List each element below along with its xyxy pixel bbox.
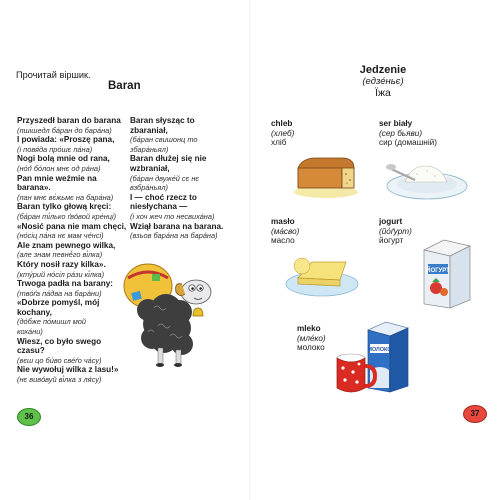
page-number-right: 37 [463,405,487,423]
poem-line-polish: Wiesz, co było swego [17,336,102,346]
yogurt-pack-label: ЙОГУРТ [426,268,450,274]
vocab-item-butter [271,217,299,246]
section-title [348,64,418,99]
poem-line-polish: Nogi bolą mnie od rana, [17,154,110,164]
vocab-item-bread [271,119,294,148]
poem-line-transliteration: (вєш цо би́во све́ґо ча́су) [17,355,102,365]
poem-line-polish: Wziął barana na barana. [130,221,224,231]
instruction-text: Прочитай віршик. [16,70,91,80]
vocab-translation: йогурт [379,236,404,245]
vocab-item-yogurt [379,217,412,246]
poem-line-polish: Pan mnie weźmie na [17,173,97,183]
poem-line-polish: Baran tylko głową kręci: [17,202,112,212]
poem-line-polish: Baran słysząc to [130,116,195,125]
vocab-transliteration: (ма́сво) [271,226,300,236]
poem-line-polish: barana». [17,183,51,193]
section-title-polish: Jedzenie [359,64,407,76]
poem-line-transliteration: (але знам певнé́го ві́лка) [17,250,103,260]
ram-illustration [118,248,228,372]
poem-line-transliteration: (но́сіц па́на нє мам че́нсі) [17,231,104,241]
milk-pack-label: МОЛОКО [367,347,392,353]
poem-line-transliteration: збара́ньял) [130,144,169,154]
poem-line-polish: Przyszedł baran do barana [17,116,121,125]
poem-line-transliteration: (ба́ран ті́лько ґвóвой кре́нці) [17,211,117,221]
poem-line-transliteration: (но́ґі бо́лон мнє од ра́на) [17,163,101,173]
poem-line-transliteration: (нє вивóвуй ві́лка з ля́су) [17,375,102,385]
poem-line-polish: I powiada: «Proszę pana, [17,135,115,145]
page-gutter [249,0,251,500]
poem-line-transliteration: (до́бже по́мишл мой [17,317,86,327]
poem-line-polish: Ale znam pewnego wilka, [17,240,116,250]
vocab-item-cheese [379,119,437,148]
vocab-word: chleb [271,119,293,128]
poem-line-polish: Nie wywołuj wilka z lasu!» [17,365,119,375]
poem-line-polish: niesłychana — [130,202,188,212]
poem-line-transliteration: коха́ни) [17,327,43,337]
poem-line-transliteration: (ба́ран свишонц то [130,135,198,145]
vocab-transliteration: (сер бьяви) [379,128,423,138]
vocab-word: masło [271,217,295,226]
vocab-word: jogurt [379,217,403,226]
section-title-ukrainian: Їжа [375,87,391,99]
poem-title: Baran [108,80,141,92]
poem-line-polish: «Dobrze pomyśl, mój [17,298,100,308]
vocab-transliteration: (йо́ґурт) [379,226,412,236]
cheese-illustration [385,146,469,202]
vocab-translation: хліб [271,138,287,147]
section-title-transliteration: (едзе́ньє) [362,76,404,87]
poem-line-polish: Trwoga padła na barany: [17,279,113,289]
poem-line-transliteration: (ба́ран двуже́й сє нє [130,173,200,183]
poem-line-polish: czasu? [17,346,45,356]
page-number-left: 36 [17,408,41,426]
vocab-transliteration: (хлеб) [271,128,295,138]
vocab-word: ser biały [379,119,413,128]
poem-line-polish: I — choć rzecz to [130,192,197,202]
poem-line-polish: Baran dłużej się nie [130,154,207,164]
poem-line-polish: wzbraniał, [130,163,170,173]
bread-illustration [292,150,360,200]
vocab-translation: молоко [297,343,325,352]
poem-line-polish: Który nosił razy kilka». [17,259,106,269]
poem-line-transliteration: (пшішедл ба́ран до бара́на) [17,125,112,135]
vocab-translation: сир (домашній) [379,138,437,147]
vocab-translation: масло [271,236,295,245]
poem-line-polish: kochany, [17,307,52,317]
milk-mug-illustration [333,350,377,396]
poem-line-transliteration: (кту́рий но́сіл ра́зи кі́лка) [17,269,105,279]
poem-column-2 [130,116,250,241]
poem-line-transliteration: (і повя́да про́шє па́на) [17,144,93,154]
yogurt-illustration [418,236,480,310]
butter-illustration [284,252,362,298]
vocab-word: mleko [297,324,321,333]
vocab-item-milk [297,324,326,353]
poem-line-transliteration: (взьов бара́на на бара́на) [130,231,218,241]
poem-line-transliteration: (і хоч жеч то несвиха́на) [130,211,215,221]
vocab-transliteration: (мле́ко) [297,333,326,343]
poem-line-transliteration: (пан мнє вє́жьмє на бара́на) [17,192,114,202]
poem-line-polish: «Nosić pana nie mam chęci, [17,221,127,231]
poem-line-transliteration: взбра́ньял) [130,183,168,193]
poem-column-1 [17,116,129,385]
poem-line-transliteration: (тво́ґа па́два на бара́ни) [17,288,102,298]
poem-line-polish: zbaraniał, [130,125,168,135]
